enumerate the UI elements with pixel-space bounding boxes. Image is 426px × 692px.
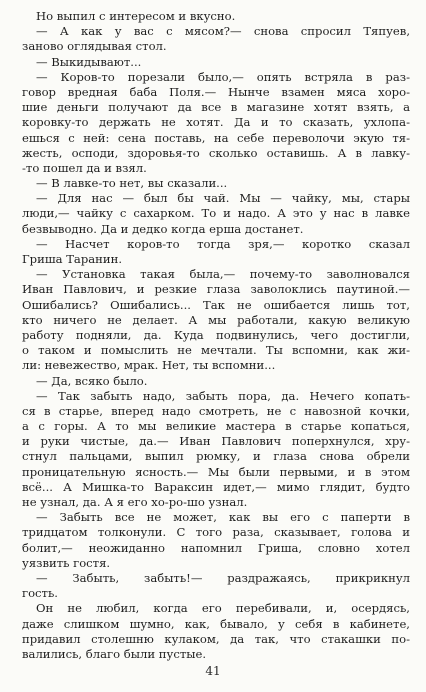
text-line: ли: невежество, мрак. Нет, ты вспомни... (22, 358, 276, 373)
paragraph (22, 267, 410, 373)
text-line: — Установка такая была,— почему-то заволновался (36, 267, 410, 282)
paragraph (22, 176, 410, 191)
text-line: говор вредная баба Поля.— Нынче взамен мяса хоро- (22, 84, 410, 99)
text-line: стнул пальцами, выпил рюмку, и глаза снова обрели (22, 449, 410, 464)
text-line: — Так забыть надо, забыть пора, да. Нечего копать- (36, 388, 410, 403)
text-line: ся в старье, вперед надо смотреть, не с навозной кочки, (22, 403, 410, 418)
text-line: Но выпил с интересом и вкусно. (36, 9, 236, 23)
text-line: о таком и помыслить не мечтали. Ты вспомни, как жи- (22, 343, 410, 358)
paragraph (22, 389, 410, 511)
text-line: работу подняли, да. Куда подвинулись, чего достигли, (22, 327, 410, 342)
text-line: Гриша Таранин. (22, 252, 123, 266)
text-line: не узнал, да. А я его хо-ро-шо узнал. (22, 495, 248, 509)
paragraph (22, 9, 410, 24)
text-line: — В лавке-то нет, вы сказали... (36, 176, 228, 191)
text-line: — Выкидывают... (36, 54, 142, 69)
text-line: заново оглядывая стол. (22, 39, 167, 54)
text-line: — Забыть все не может, как вы его с паперти в (36, 510, 410, 525)
text-line: -то пошел да и взял. (22, 160, 147, 175)
paragraph (22, 601, 410, 662)
text-line: придавил столешню кулаком, да так, что стакашки по- (22, 631, 410, 646)
text-line: даже слишком шумно, как, бывало, у себя в кабинете, (22, 616, 410, 631)
text-line: Иван Павлович, и резкие глаза заволоклись паутиной.— (22, 282, 410, 297)
text-line: — Забыть, забыть!— раздражаясь, прикрикнул (36, 570, 410, 585)
text-line: — Для нас — был бы чай. Мы — чайку, мы, стары (36, 191, 410, 206)
text-line: — Коров-то порезали было,— опять встряла в раз- (36, 69, 410, 84)
text-line: тридцатом толконули. С того раза, сказывает, голова и (22, 525, 410, 540)
text-line: Ошибались? Ошибались... Так не ошибается лишь тот, (22, 297, 410, 312)
text-line: Он не любил, когда его перебивали, и, осердясь, (36, 601, 410, 616)
text-line: ешься с ней: сена поставь, на себе переволочи экую тя- (22, 130, 410, 145)
text-line: и руки чистые, да.— Иван Павлович поперхнулся, хру- (22, 434, 410, 449)
paragraph (22, 374, 410, 389)
text-line: кто ничего не делает. А мы работали, какую великую (22, 312, 410, 327)
paragraph (22, 70, 410, 176)
paragraph (22, 24, 410, 54)
page-number: 41 (205, 664, 221, 678)
text-line: — Насчет коров-то тогда зря,— коротко сказал (36, 236, 410, 251)
text-line: — А как у вас с мясом?— снова спросил Тяпуев, (36, 24, 410, 39)
paragraph (22, 191, 410, 237)
body-text (22, 9, 410, 662)
text-line: шие деньги получают да все в магазине хотят взять, а (22, 100, 410, 115)
text-line: валились, благо были пустые. (22, 646, 207, 661)
text-line: люди,— чайку с сахарком. То и надо. А это у нас в лавке (22, 206, 410, 221)
paragraph (22, 55, 410, 70)
paragraph (22, 237, 410, 267)
text-line: всё... А Мишка-то Вараксин идет,— мимо глядит, будто (22, 479, 410, 494)
text-line: коровку-то держать не хотят. Да и то сказать, ухлопа- (22, 115, 410, 130)
text-line: проницательную ясность.— Мы были первыми, и в этом (22, 464, 410, 479)
text-line: — Да, всяко было. (36, 373, 148, 388)
paragraph (22, 510, 410, 571)
paragraph (22, 571, 410, 601)
text-line: безвыводно. Да и дедко когда ерша достанет. (22, 221, 304, 236)
text-line: гость. (22, 586, 58, 601)
text-line: болит,— неожиданно напомнил Гриша, словно хотел (22, 540, 410, 555)
text-line: уязвить гостя. (22, 555, 111, 570)
text-line: а с горы. А то мы великие мастера в старье копаться, (22, 419, 410, 434)
text-line: жесть, осподи, здоровья-то сколько оставишь. А в лавку- (22, 145, 410, 160)
